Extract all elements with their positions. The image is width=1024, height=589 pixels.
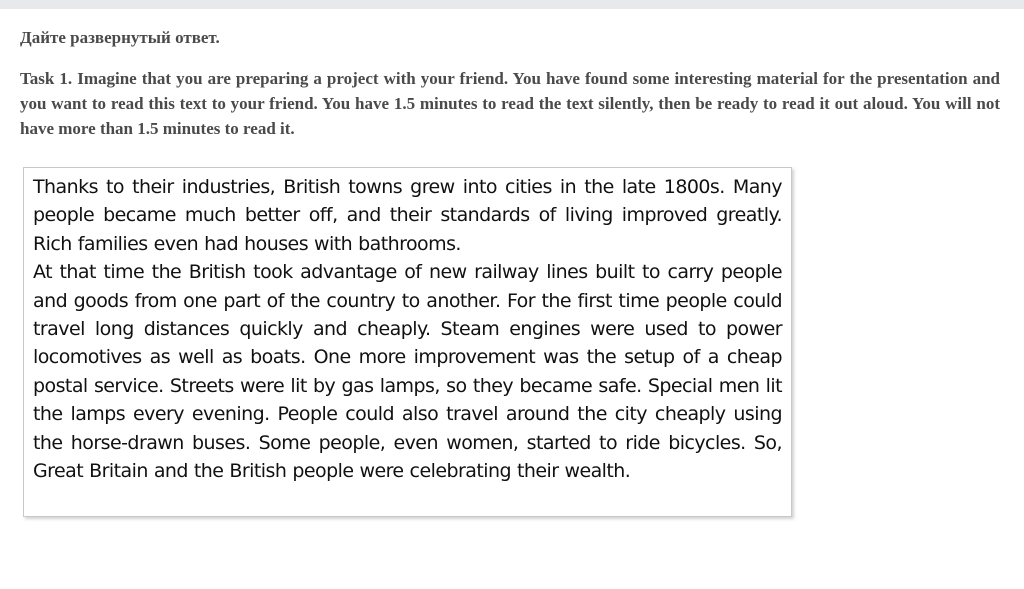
top-bar	[0, 0, 1024, 9]
reading-paragraph-2: At that time the British took advantage of new railway lines built to carry people and goods from one part of the country to another. For the first time people could travel long distances quickly and cheaply. Steam engines were used to power locomotives as well as boats. One more improvement was the setup of a cheap postal service. Streets were lit by gas lamps, so they became safe. Special men lit the lamps every evening. People could also travel around the city cheaply using the horse-drawn buses. Some people, even women, started to ride bicycles. So, Great Britain and the British people were celebrating their wealth.	[33, 261, 782, 483]
reading-paragraph-1: Thanks to their industries, British towns grew into cities in the late 1800s. Many people became much better off, and their standards of living improved greatly. Rich families even had houses with bathrooms.	[33, 176, 782, 255]
instruction-heading: Дайте развернутый ответ.	[20, 28, 220, 47]
reading-text-box	[23, 167, 792, 517]
task-description: Task 1. Imagine that you are preparing a project with your friend. You have found some interesting material for the presentation and you want to read this text to your friend. You have 1.5 minutes to read the text silently, then be ready to read it out aloud. You will not have more than 1.5 minutes to read it.	[20, 69, 1000, 138]
